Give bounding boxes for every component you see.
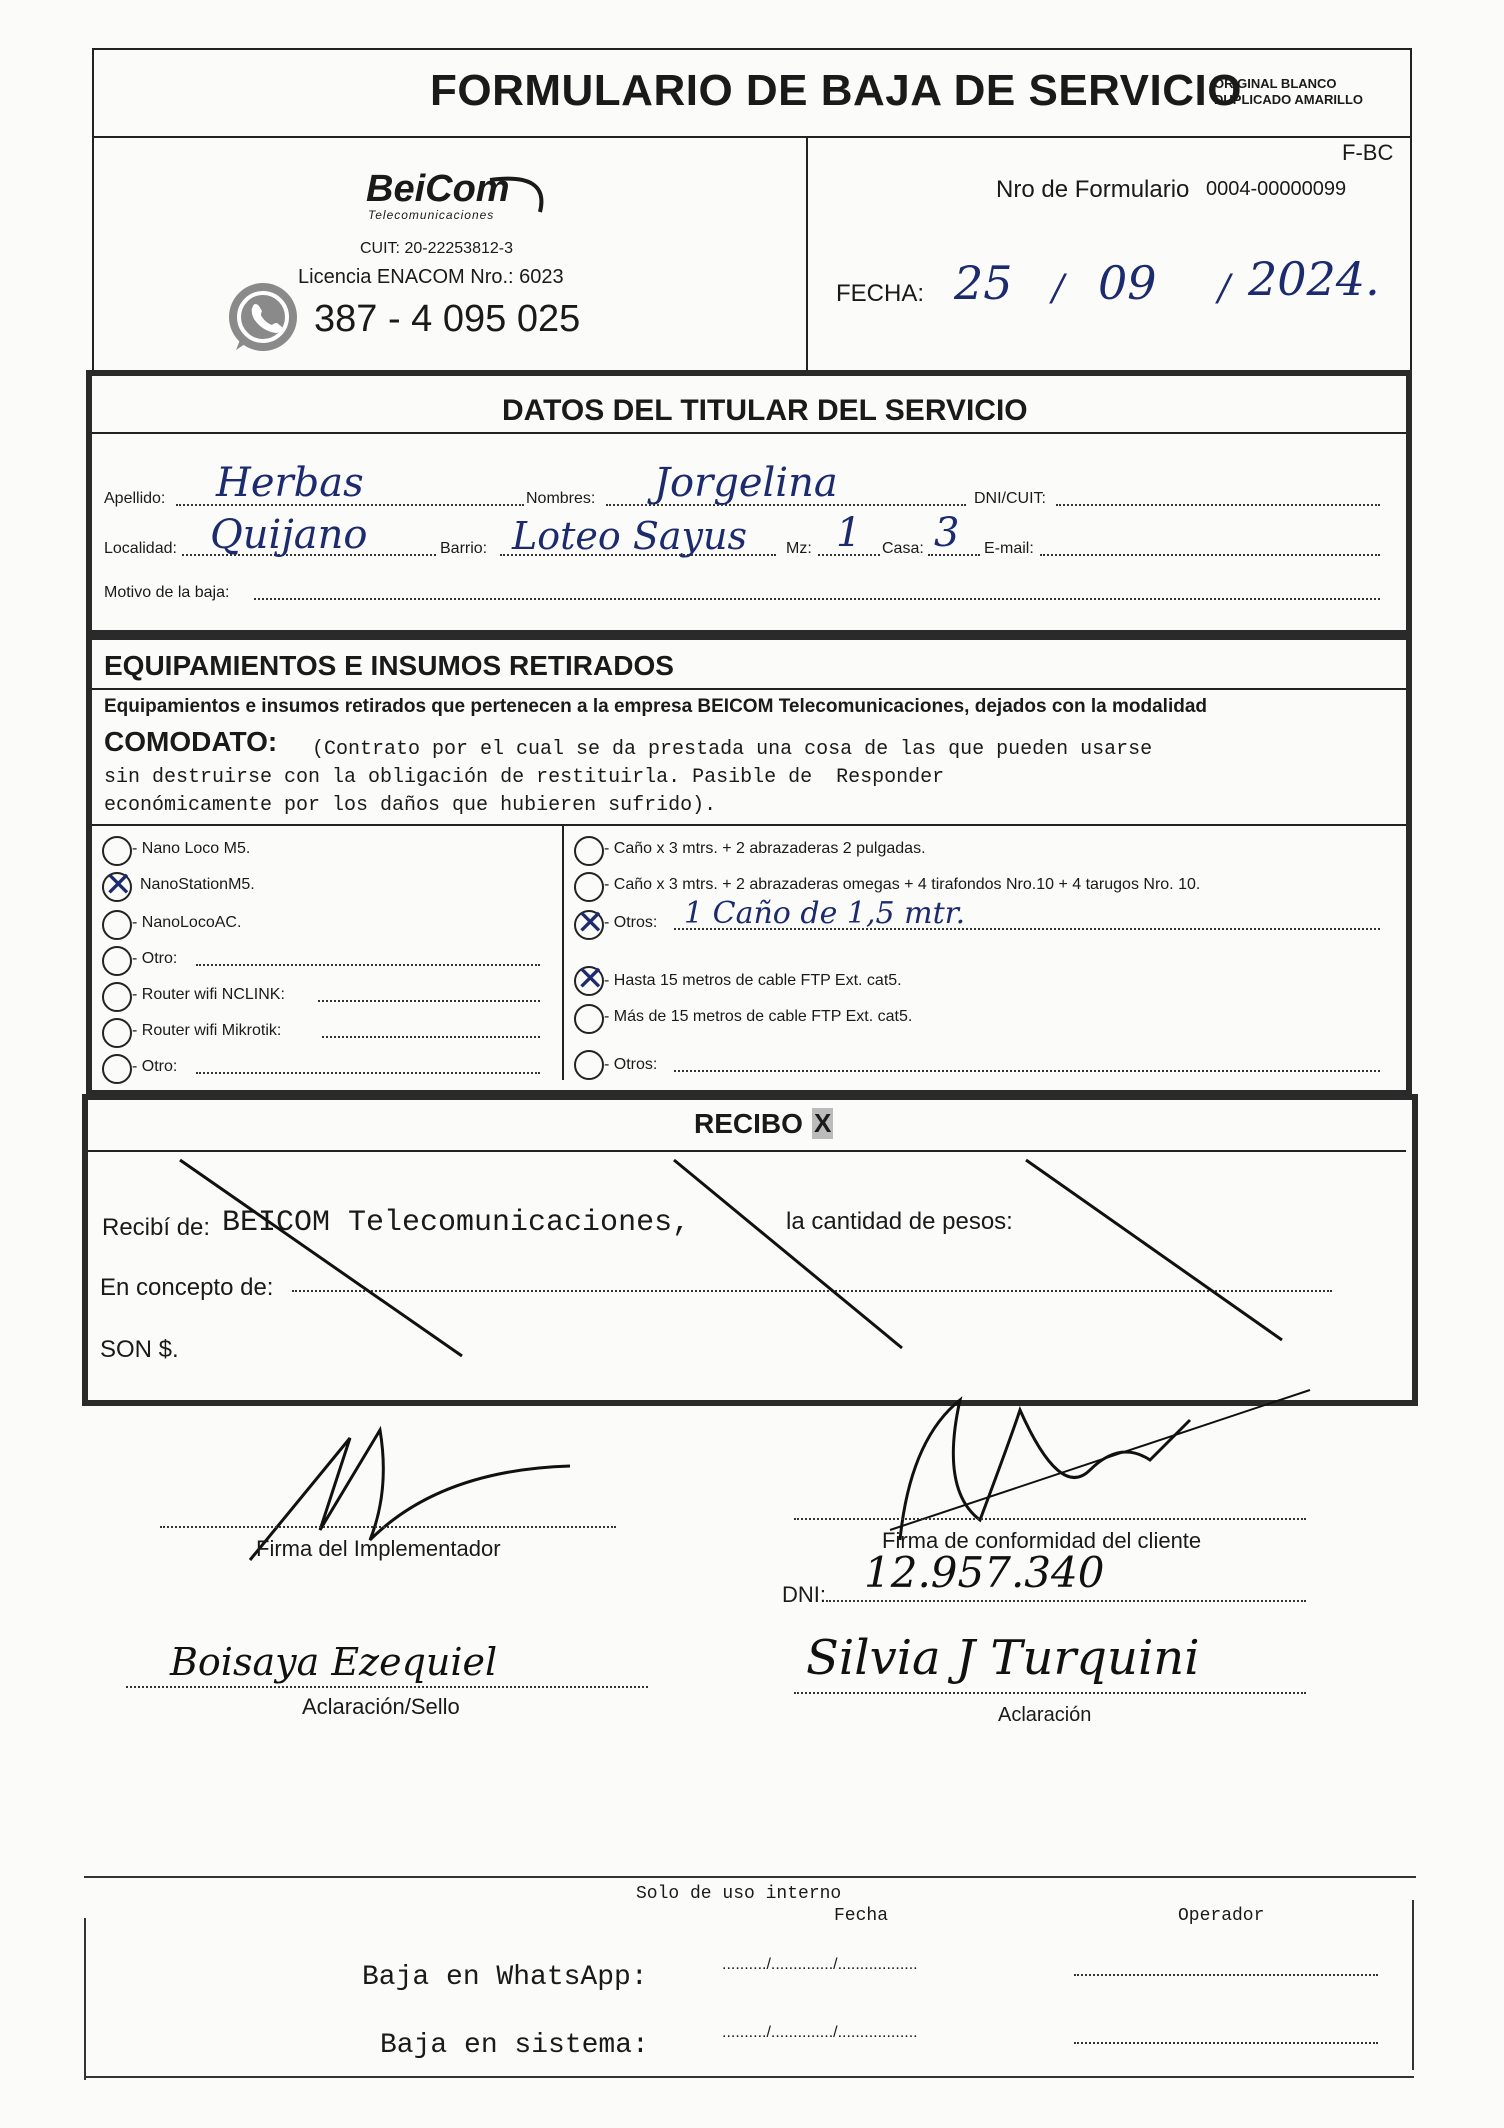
equip-label: - Hasta 15 metros de cable FTP Ext. cat5. xyxy=(604,972,902,989)
baja-sistema-date[interactable]: ........../............../.................. xyxy=(722,2024,918,2041)
email-field[interactable] xyxy=(1040,554,1380,556)
concepto-label: En concepto de: xyxy=(100,1274,274,1301)
equipment-section-title: EQUIPAMIENTOS E INSUMOS RETIRADOS xyxy=(104,650,674,681)
company-license: Licencia ENACOM Nro.: 6023 xyxy=(298,266,564,288)
casa-value: 3 xyxy=(934,510,960,556)
date-day: 25 xyxy=(954,256,1013,310)
comodato-label: COMODATO: xyxy=(104,726,278,757)
dni-line[interactable] xyxy=(826,1600,1306,1602)
copy-note-duplicate: DUPLICADO AMARILLO xyxy=(1214,92,1364,107)
mz-label: Mz: xyxy=(786,540,812,557)
equip-checkbox[interactable] xyxy=(574,1004,604,1034)
logo-swoosh-icon xyxy=(480,172,560,222)
equip-checkbox[interactable] xyxy=(574,1050,604,1080)
date-sep-1: / xyxy=(1052,268,1065,309)
equip-checkbox[interactable] xyxy=(102,982,132,1012)
internal-bottom-line xyxy=(84,2076,1414,2078)
equip-nclink-field[interactable] xyxy=(318,1000,540,1002)
internal-operador-label: Operador xyxy=(1178,1906,1265,1926)
equipment-list-divider xyxy=(92,824,1406,826)
recibo-title: RECIBO xyxy=(694,1108,803,1139)
mz-value: 1 xyxy=(836,510,862,556)
equipment-intro: Equipamientos e insumos retirados que pertenecen a la empresa BEICOM Telecomunicaciones, dejados con la modalidad xyxy=(104,696,1208,717)
form-number: 0004-00000099 xyxy=(1206,178,1347,200)
equip-label: - Caño x 3 mtrs. + 2 abrazaderas 2 pulgadas. xyxy=(604,840,926,857)
cantidad-label: la cantidad de pesos: xyxy=(786,1208,1013,1235)
aclaracion-sello-label: Aclaración/Sello xyxy=(302,1694,460,1719)
company-logo xyxy=(360,168,560,228)
internal-fecha-label: Fecha xyxy=(834,1906,889,1926)
strike-line xyxy=(674,1160,902,1348)
check-x-icon: ✕ xyxy=(576,959,605,999)
comodato-text-1: (Contrato por el cual se da prestada una cosa de las que pueden usarse xyxy=(312,738,1153,761)
company-cuit: CUIT: 20-22253812-3 xyxy=(360,240,513,257)
motivo-field[interactable] xyxy=(254,598,1380,600)
aclaracion-sello-line[interactable] xyxy=(126,1686,648,1688)
equip-label: - Router wifi NCLINK: xyxy=(132,986,285,1003)
equip-checkbox[interactable] xyxy=(102,1054,132,1084)
nombres-value: Jorgelina xyxy=(654,460,838,506)
baja-sistema-label: Baja en sistema: xyxy=(380,2030,649,2061)
whatsapp-icon xyxy=(222,276,304,358)
header-vertical-divider xyxy=(806,136,808,370)
strike-line xyxy=(180,1160,462,1356)
equip-mikrotik-field[interactable] xyxy=(322,1036,540,1038)
son-label: SON $. xyxy=(100,1336,179,1363)
baja-whatsapp-operador[interactable] xyxy=(1074,1974,1378,1976)
check-x-icon: ✕ xyxy=(104,865,133,905)
comodato-text-2: sin destruirse con la obligación de restituirla. Pasible de Responder xyxy=(104,766,945,789)
equip-checkbox[interactable] xyxy=(574,872,604,902)
equipment-title-divider xyxy=(92,688,1406,690)
barrio-label: Barrio: xyxy=(440,540,488,557)
equip-checkbox[interactable] xyxy=(102,836,132,866)
titular-title-divider xyxy=(92,432,1406,434)
equip-label: - Nano Loco M5. xyxy=(132,840,251,857)
implementador-signature-line[interactable] xyxy=(160,1526,616,1528)
nombres-label: Nombres: xyxy=(526,490,596,507)
internal-title: Solo de uso interno xyxy=(636,1884,842,1904)
aclaracion-value: Silvia J Turquini xyxy=(806,1630,1200,1686)
equip-otro-field[interactable] xyxy=(196,1072,540,1074)
form-code: F-BC xyxy=(1342,140,1394,165)
date-year: 2024. xyxy=(1248,252,1380,306)
aclaracion-sello-value: Boisaya Ezequiel xyxy=(170,1640,498,1684)
localidad-label: Localidad: xyxy=(104,540,177,557)
cliente-signature xyxy=(870,1380,1330,1550)
equip-checkbox[interactable] xyxy=(102,910,132,940)
company-phone: 387 - 4 095 025 xyxy=(314,298,581,340)
internal-top-line xyxy=(84,1876,1416,1878)
logo-text: BeiCom xyxy=(366,168,510,210)
equip-checkbox[interactable] xyxy=(102,1018,132,1048)
motivo-label: Motivo de la baja: xyxy=(104,584,230,601)
logo-subtitle: Telecomunicaciones xyxy=(368,208,495,222)
equip-label: - Router wifi Mikrotik: xyxy=(132,1022,282,1039)
apellido-label: Apellido: xyxy=(104,490,166,507)
equip-label: - NanoLocoAC. xyxy=(132,914,242,931)
implementador-label: Firma del Implementador xyxy=(256,1536,501,1561)
email-label: E-mail: xyxy=(984,540,1034,557)
date-month: 09 xyxy=(1098,256,1157,310)
cliente-label: Firma de conformidad del cliente xyxy=(882,1528,1202,1553)
comodato-text-3: económicamente por los daños que hubieren sufrido). xyxy=(104,794,717,817)
recibo-strikethrough-lines xyxy=(82,1150,1406,1394)
titular-section-title: DATOS DEL TITULAR DEL SERVICIO xyxy=(502,394,1028,427)
equip-label: - Otros: xyxy=(604,914,658,931)
aclaracion-label: Aclaración xyxy=(998,1704,1092,1726)
dni-value: 12.957.340 xyxy=(864,1548,1105,1597)
strike-line xyxy=(1026,1160,1282,1340)
equip-label: NanoStationM5. xyxy=(140,876,255,893)
aclaracion-line[interactable] xyxy=(794,1692,1306,1694)
copy-note-original: ORIGINAL BLANCO xyxy=(1214,76,1337,91)
form-number-label: Nro de Formulario xyxy=(996,176,1190,203)
form-title: FORMULARIO DE BAJA DE SERVICIO xyxy=(430,66,1242,115)
equip-label: - Otro: xyxy=(132,950,178,967)
equip-label: - Otros: xyxy=(604,1056,658,1073)
apellido-value: Herbas xyxy=(216,460,364,506)
baja-whatsapp-date[interactable]: ........../............../.................. xyxy=(722,1956,918,1973)
equip-otro-field[interactable] xyxy=(196,964,540,966)
equip-label: - Más de 15 metros de cable FTP Ext. cat5. xyxy=(604,1008,913,1025)
dni-cuit-field[interactable] xyxy=(1056,504,1380,506)
recibi-value: BEICOM Telecomunicaciones, xyxy=(222,1206,691,1240)
equip-label: - Otro: xyxy=(132,1058,178,1075)
barrio-value: Loteo Sayus xyxy=(512,514,747,558)
dni-cuit-label: DNI/CUIT: xyxy=(974,490,1046,507)
casa-label: Casa: xyxy=(882,540,924,557)
recibo-title-mark: X xyxy=(814,1108,832,1138)
equipment-column-divider xyxy=(562,824,564,1080)
date-label: FECHA: xyxy=(836,280,925,307)
equip-checkbox[interactable] xyxy=(102,946,132,976)
recibi-label: Recibí de: xyxy=(102,1214,211,1241)
internal-right-line xyxy=(1412,1900,1414,2070)
equip-checkbox[interactable] xyxy=(574,836,604,866)
baja-whatsapp-label: Baja en WhatsApp: xyxy=(362,1962,648,1993)
internal-left-line xyxy=(84,1918,86,2080)
baja-sistema-operador[interactable] xyxy=(1074,2042,1378,2044)
localidad-value: Quijano xyxy=(210,512,368,558)
equip-otros-value: 1 Caño de 1,5 mtr. xyxy=(684,896,966,931)
equip-otros-field[interactable] xyxy=(674,1070,1380,1072)
cliente-signature-line[interactable] xyxy=(794,1518,1306,1520)
header-divider xyxy=(92,136,1410,138)
dni-label: DNI: xyxy=(782,1582,826,1607)
date-sep-2: / xyxy=(1218,268,1231,309)
equip-label: - Caño x 3 mtrs. + 2 abrazaderas omegas + 4 tirafondos Nro.10 + 4 tarugos Nro. 10. xyxy=(604,876,1201,893)
check-x-icon: ✕ xyxy=(576,903,605,943)
